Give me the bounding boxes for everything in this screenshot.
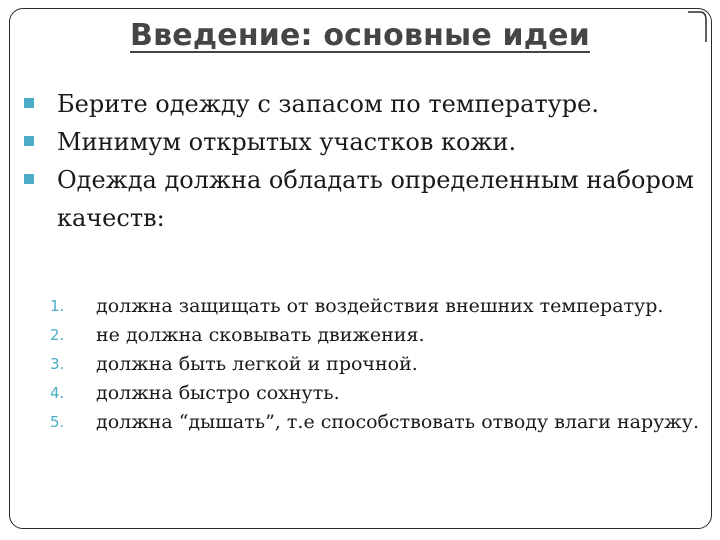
square-bullet-icon <box>24 136 34 146</box>
item-text: должна “дышать”, т.е способствовать отводу влаги наружу. <box>96 411 699 433</box>
item-text: должна быстро сохнуть. <box>96 382 340 404</box>
numbered-item <box>50 321 700 350</box>
bullet-text: Берите одежду с запасом по температуре. <box>57 90 599 118</box>
numbered-item <box>50 292 700 321</box>
slide-title-text: Введение: основные идеи <box>130 18 590 53</box>
bullet-item <box>22 85 702 123</box>
bullet-item <box>22 123 702 161</box>
bullet-text: Минимум открытых участков кожи. <box>57 128 517 156</box>
item-number: 3. <box>50 355 65 373</box>
numbered-item <box>50 350 700 379</box>
bullet-item <box>22 161 702 237</box>
square-bullet-icon <box>24 174 34 184</box>
item-text: должна быть легкой и прочной. <box>96 353 418 375</box>
item-number: 4. <box>50 384 65 402</box>
item-number: 1. <box>50 297 65 315</box>
bullet-list <box>22 85 702 237</box>
numbered-list <box>50 292 700 437</box>
item-text: должна защищать от воздействия внешних температур. <box>96 295 664 317</box>
numbered-item <box>50 408 700 437</box>
slide-title <box>0 18 720 53</box>
item-text: не должна сковывать движения. <box>96 324 425 346</box>
square-bullet-icon <box>24 98 34 108</box>
bullet-text: Одежда должна обладать определенным набором качеств: <box>57 166 694 232</box>
item-number: 2. <box>50 326 65 344</box>
numbered-item <box>50 379 700 408</box>
item-number: 5. <box>50 413 65 431</box>
